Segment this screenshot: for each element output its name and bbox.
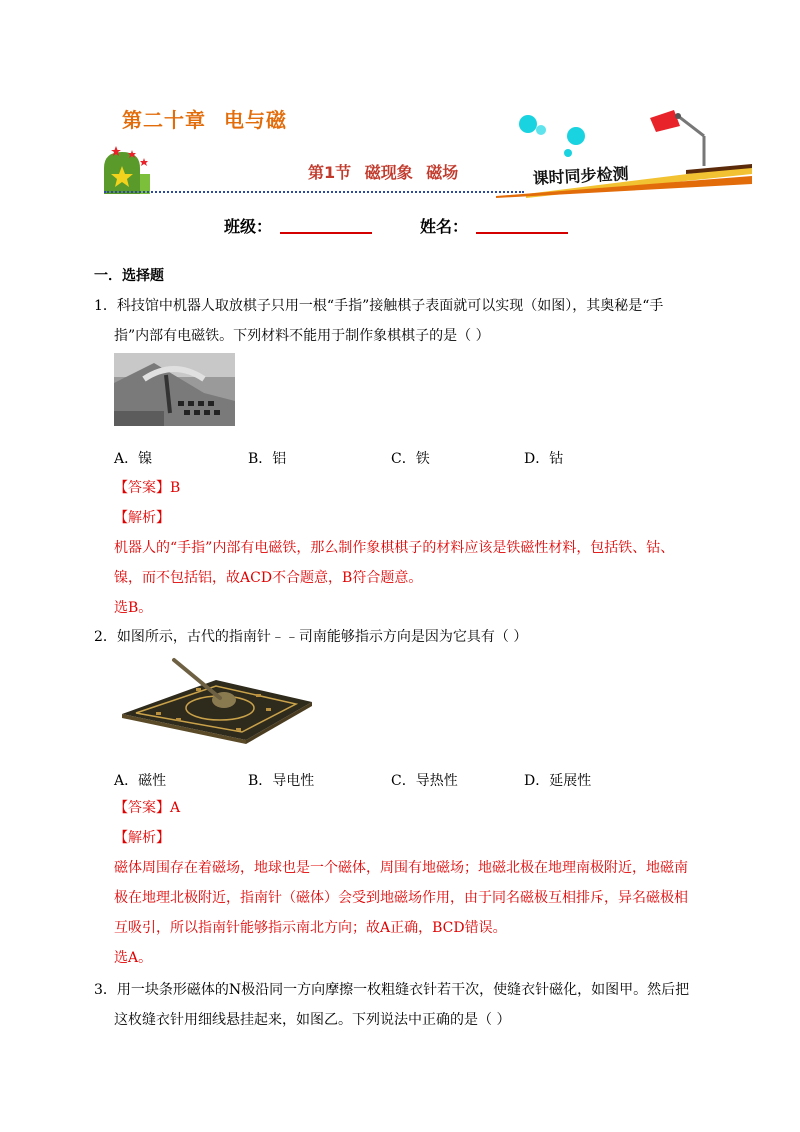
q2-option-b: B．导电性 (248, 773, 315, 789)
q2-analysis-line1: 磁体周围存在着磁场，地球也是一个磁体，周围有地磁场；地磁北极在地理南极附近，地磁南 (114, 860, 688, 876)
q3-stem-line2: 这枚缝衣针用细线悬挂起来，如图乙。下列说法中正确的是（ ） (114, 1012, 511, 1028)
section-heading: 一．选择题 (94, 268, 164, 284)
q2-option-a: A．磁性 (114, 773, 167, 789)
q1-answer: 【答案】B (114, 480, 181, 496)
q1-option-b: B．铝 (248, 451, 287, 467)
sinan-compass-image (116, 654, 314, 744)
chapter-title: 第二十章 电与磁 (122, 108, 287, 132)
q1-analysis-line2: 镍，而不包括铝，故ACD不合题意，B符合题意。 (114, 570, 423, 586)
q1-stem-line1: 1．科技馆中机器人取放棋子只用一根“手指”接触棋子表面就可以实现（如图），其奥秘是“手 (94, 298, 664, 314)
q1-option-d: D．钴 (524, 451, 564, 467)
q2-stem: 2．如图所示，古代的指南针﹣﹣司南能够指示方向是因为它具有（ ） (94, 629, 528, 645)
q1-conclusion: 选B。 (114, 600, 153, 616)
q2-analysis-label: 【解析】 (114, 830, 170, 846)
banner-label: 课时同步检测 (532, 163, 630, 188)
q1-stem-line2: 指”内部有电磁铁。下列材料不能用于制作象棋棋子的是（ ） (114, 328, 490, 344)
header-divider (104, 191, 524, 193)
desk-lamp-icon (640, 108, 720, 170)
q2-answer: 【答案】A (114, 800, 181, 816)
q2-analysis-line3: 互吸引，所以指南针能够指示南北方向；故A正确，BCD错误。 (114, 920, 507, 936)
q2-option-d: D．延展性 (524, 773, 592, 789)
q1-option-a: A．镍 (114, 451, 153, 467)
q2-conclusion: 选A。 (114, 950, 153, 966)
class-label: 班级： (224, 217, 273, 236)
name-label: 姓名： (420, 217, 469, 236)
q1-analysis-label: 【解析】 (114, 510, 170, 526)
class-field[interactable] (280, 212, 372, 234)
star-hat-logo-icon (98, 144, 154, 196)
q1-analysis-line1: 机器人的“手指”内部有电磁铁，那么制作象棋棋子的材料应该是铁磁性材料，包括铁、钴、 (114, 540, 675, 556)
robot-chess-image (114, 353, 235, 426)
q1-option-c: C．铁 (391, 451, 430, 467)
q2-option-c: C．导热性 (391, 773, 458, 789)
name-field[interactable] (476, 212, 568, 234)
bubbles-icon (508, 110, 598, 160)
q3-stem-line1: 3．用一块条形磁体的N极沿同一方向摩擦一枚粗缝衣针若干次，使缝衣针磁化，如图甲。然后把 (94, 982, 690, 998)
section-title: 第1节 磁现象 磁场 (308, 163, 459, 182)
q2-analysis-line2: 极在地理北极附近，指南针（磁体）会受到地磁场作用，由于同名磁极互相排斥，异名磁极相 (114, 890, 688, 906)
